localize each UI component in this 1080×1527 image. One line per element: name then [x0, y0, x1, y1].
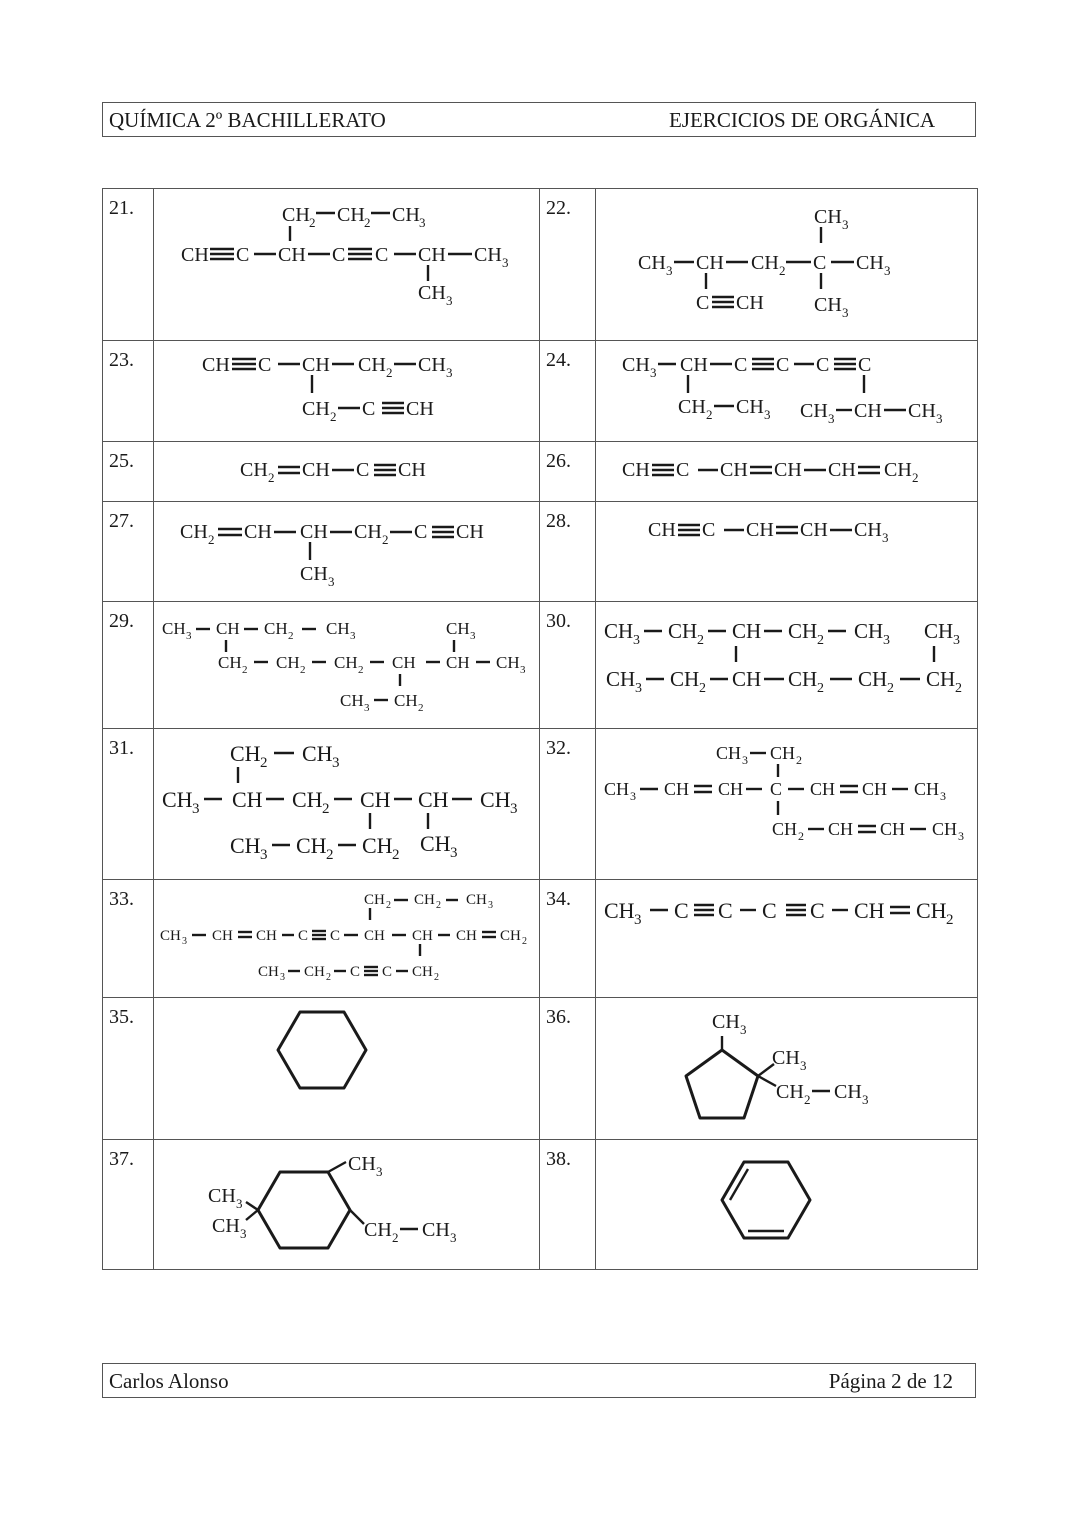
svg-text:3: 3 — [862, 1092, 869, 1107]
footer-page-number: Página 2 de 12 — [828, 1369, 953, 1393]
structure-27 — [154, 502, 540, 602]
structure-21 — [154, 189, 540, 341]
page-footer — [102, 1363, 976, 1398]
svg-text:CH: CH — [300, 521, 328, 543]
svg-text:CH: CH — [622, 459, 650, 481]
structure-34 — [596, 880, 978, 998]
svg-text:CH: CH — [258, 964, 279, 980]
svg-text:2: 2 — [330, 409, 337, 424]
svg-text:CH: CH — [604, 619, 634, 643]
svg-text:CH: CH — [736, 396, 764, 418]
header-subject: EJERCICIOS DE ORGÁNICA — [668, 108, 935, 132]
svg-text:CH: CH — [678, 396, 706, 418]
svg-text:CH: CH — [282, 204, 310, 226]
svg-text:CH: CH — [856, 252, 884, 274]
svg-text:C: C — [375, 244, 389, 266]
exercise-number: 33. — [103, 880, 154, 998]
svg-text:3: 3 — [635, 681, 642, 696]
svg-text:C: C — [858, 354, 872, 376]
svg-text:CH: CH — [337, 204, 365, 226]
svg-text:C: C — [350, 964, 361, 980]
svg-text:2: 2 — [796, 753, 802, 767]
svg-text:3: 3 — [450, 1230, 457, 1245]
svg-text:CH: CH — [180, 521, 208, 543]
svg-text:2: 2 — [434, 972, 439, 983]
svg-text:3: 3 — [182, 936, 187, 947]
svg-text:C: C — [762, 898, 777, 923]
svg-text:CH: CH — [854, 898, 885, 923]
svg-text:2: 2 — [326, 972, 331, 983]
svg-text:2: 2 — [779, 263, 786, 278]
svg-text:CH: CH — [406, 398, 434, 420]
svg-text:CH: CH — [300, 563, 328, 585]
structure-38 — [596, 1140, 978, 1270]
svg-text:C: C — [298, 928, 309, 944]
svg-text:3: 3 — [740, 1022, 747, 1037]
exercise-number: 23. — [103, 341, 154, 442]
svg-text:CH: CH — [736, 292, 764, 314]
svg-text:3: 3 — [236, 1196, 243, 1211]
svg-text:C: C — [813, 252, 827, 274]
svg-text:CH: CH — [746, 519, 774, 541]
svg-text:CH: CH — [696, 252, 724, 274]
svg-text:2: 2 — [300, 664, 306, 676]
svg-text:CH: CH — [604, 898, 635, 923]
svg-text:3: 3 — [350, 630, 356, 642]
svg-text:3: 3 — [882, 530, 889, 545]
exercise-number: 26. — [540, 442, 596, 502]
svg-text:CH: CH — [480, 787, 511, 812]
svg-text:2: 2 — [436, 900, 441, 911]
svg-text:CH: CH — [418, 787, 449, 812]
svg-text:3: 3 — [650, 365, 657, 380]
svg-text:3: 3 — [240, 1226, 247, 1241]
svg-text:3: 3 — [884, 263, 891, 278]
svg-text:CH: CH — [772, 819, 798, 839]
svg-text:C: C — [776, 354, 790, 376]
svg-text:CH: CH — [456, 928, 477, 944]
svg-text:CH: CH — [398, 459, 426, 481]
svg-text:CH: CH — [392, 204, 420, 226]
svg-text:3: 3 — [502, 255, 509, 270]
svg-text:CH: CH — [162, 787, 193, 812]
svg-text:CH: CH — [751, 252, 779, 274]
svg-text:CH: CH — [774, 459, 802, 481]
svg-text:CH: CH — [908, 400, 936, 422]
exercise-number: 21. — [103, 189, 154, 341]
svg-text:CH: CH — [334, 653, 358, 672]
svg-text:3: 3 — [280, 972, 285, 983]
svg-text:CH: CH — [360, 787, 391, 812]
structure-26 — [596, 442, 978, 502]
svg-text:3: 3 — [520, 664, 526, 676]
svg-text:CH: CH — [854, 519, 882, 541]
svg-text:CH: CH — [810, 779, 836, 799]
svg-text:C: C — [702, 519, 716, 541]
svg-text:3: 3 — [446, 365, 453, 380]
exercise-number: 35. — [103, 998, 154, 1140]
svg-text:CH: CH — [926, 667, 956, 691]
exercise-number: 31. — [103, 729, 154, 880]
svg-text:CH: CH — [770, 743, 796, 763]
svg-text:CH: CH — [648, 519, 676, 541]
svg-text:CH: CH — [914, 779, 940, 799]
svg-text:CH: CH — [394, 691, 418, 710]
svg-text:CH: CH — [854, 400, 882, 422]
svg-text:CH: CH — [474, 244, 502, 266]
svg-text:CH: CH — [712, 1011, 740, 1033]
svg-text:CH: CH — [364, 928, 385, 944]
svg-text:CH: CH — [340, 691, 364, 710]
structure-30 — [596, 602, 978, 729]
svg-text:2: 2 — [288, 630, 294, 642]
svg-text:3: 3 — [488, 900, 493, 911]
svg-text:2: 2 — [268, 470, 275, 485]
svg-text:CH: CH — [456, 521, 484, 543]
svg-text:CH: CH — [828, 819, 854, 839]
svg-text:3: 3 — [764, 407, 771, 422]
svg-text:CH: CH — [256, 928, 277, 944]
svg-text:CH: CH — [788, 619, 818, 643]
exercise-number: 37. — [103, 1140, 154, 1270]
svg-text:C: C — [236, 244, 250, 266]
svg-text:CH: CH — [664, 779, 690, 799]
svg-text:CH: CH — [606, 667, 636, 691]
svg-text:CH: CH — [244, 521, 272, 543]
svg-text:3: 3 — [450, 845, 458, 861]
svg-text:2: 2 — [392, 847, 400, 863]
structure-24 — [596, 341, 978, 442]
svg-text:CH: CH — [916, 898, 947, 923]
svg-text:3: 3 — [666, 263, 673, 278]
svg-text:CH: CH — [230, 741, 261, 766]
svg-text:2: 2 — [798, 829, 804, 843]
svg-text:CH: CH — [668, 619, 698, 643]
structure-33 — [154, 880, 540, 998]
svg-text:CH: CH — [638, 252, 666, 274]
svg-text:CH: CH — [302, 741, 333, 766]
svg-text:CH: CH — [814, 206, 842, 228]
svg-text:C: C — [258, 354, 272, 376]
svg-text:2: 2 — [386, 900, 391, 911]
svg-text:CH: CH — [828, 459, 856, 481]
svg-text:3: 3 — [364, 702, 370, 714]
structure-32 — [596, 729, 978, 880]
svg-text:CH: CH — [160, 928, 181, 944]
svg-text:CH: CH — [181, 244, 209, 266]
svg-text:CH: CH — [446, 619, 470, 638]
svg-text:CH: CH — [776, 1081, 804, 1103]
svg-text:CH: CH — [358, 354, 386, 376]
svg-text:CH: CH — [800, 400, 828, 422]
svg-text:CH: CH — [418, 354, 446, 376]
svg-text:CH: CH — [622, 354, 650, 376]
svg-text:3: 3 — [186, 630, 192, 642]
svg-text:CH: CH — [230, 833, 261, 858]
svg-text:3: 3 — [742, 753, 748, 767]
svg-text:CH: CH — [800, 519, 828, 541]
svg-text:2: 2 — [382, 532, 389, 547]
svg-text:CH: CH — [208, 1185, 236, 1207]
svg-text:CH: CH — [302, 459, 330, 481]
svg-text:2: 2 — [955, 681, 962, 696]
svg-text:CH: CH — [732, 667, 762, 691]
svg-text:CH: CH — [232, 787, 263, 812]
svg-text:CH: CH — [414, 892, 435, 908]
svg-text:CH: CH — [680, 354, 708, 376]
exercise-number: 38. — [540, 1140, 596, 1270]
exercise-number: 24. — [540, 341, 596, 442]
svg-text:CH: CH — [446, 653, 470, 672]
svg-text:3: 3 — [634, 912, 642, 928]
footer-author: Carlos Alonso — [109, 1369, 229, 1393]
svg-text:CH: CH — [884, 459, 912, 481]
svg-text:CH: CH — [500, 928, 521, 944]
svg-text:2: 2 — [706, 407, 713, 422]
svg-text:CH: CH — [788, 667, 818, 691]
svg-text:CH: CH — [418, 244, 446, 266]
svg-text:2: 2 — [804, 1092, 811, 1107]
exercise-number: 28. — [540, 502, 596, 602]
svg-text:CH: CH — [162, 619, 186, 638]
svg-text:CH: CH — [466, 892, 487, 908]
svg-text:2: 2 — [946, 912, 954, 928]
svg-text:3: 3 — [800, 1058, 807, 1073]
svg-text:CH: CH — [304, 964, 325, 980]
exercise-number: 25. — [103, 442, 154, 502]
svg-text:CH: CH — [326, 619, 350, 638]
exercise-number: 36. — [540, 998, 596, 1140]
svg-text:CH: CH — [420, 831, 451, 856]
svg-text:C: C — [330, 928, 341, 944]
svg-text:3: 3 — [376, 1164, 383, 1179]
svg-text:CH: CH — [716, 743, 742, 763]
svg-text:3: 3 — [842, 305, 849, 320]
svg-text:CH: CH — [348, 1153, 376, 1175]
svg-text:3: 3 — [828, 411, 835, 426]
svg-text:C: C — [696, 292, 710, 314]
svg-text:C: C — [810, 898, 825, 923]
svg-text:2: 2 — [817, 681, 824, 696]
svg-text:C: C — [676, 459, 690, 481]
structure-23 — [154, 341, 540, 442]
svg-text:2: 2 — [817, 633, 824, 648]
svg-text:C: C — [414, 521, 428, 543]
svg-text:CH: CH — [276, 653, 300, 672]
structure-22 — [596, 189, 978, 341]
svg-text:3: 3 — [842, 217, 849, 232]
svg-text:3: 3 — [936, 411, 943, 426]
svg-text:CH: CH — [732, 619, 762, 643]
structure-37 — [154, 1140, 540, 1270]
svg-text:C: C — [770, 779, 783, 799]
svg-text:CH: CH — [412, 964, 433, 980]
svg-text:3: 3 — [332, 755, 340, 771]
svg-text:CH: CH — [854, 619, 884, 643]
structure-36 — [596, 998, 978, 1140]
svg-text:3: 3 — [328, 574, 335, 589]
svg-text:2: 2 — [697, 633, 704, 648]
svg-text:2: 2 — [364, 215, 371, 230]
svg-text:C: C — [674, 898, 689, 923]
svg-text:CH: CH — [216, 619, 240, 638]
svg-text:CH: CH — [362, 833, 393, 858]
svg-text:2: 2 — [242, 664, 248, 676]
svg-text:CH: CH — [218, 653, 242, 672]
svg-text:2: 2 — [392, 1230, 399, 1245]
svg-text:3: 3 — [470, 630, 476, 642]
exercise-number: 30. — [540, 602, 596, 729]
svg-text:CH: CH — [604, 779, 630, 799]
svg-text:2: 2 — [208, 532, 215, 547]
structure-31 — [154, 729, 540, 880]
svg-text:2: 2 — [386, 365, 393, 380]
svg-text:CH: CH — [364, 1219, 392, 1241]
svg-text:2: 2 — [912, 470, 919, 485]
svg-text:C: C — [332, 244, 346, 266]
svg-text:2: 2 — [322, 801, 330, 817]
svg-text:CH: CH — [392, 653, 416, 672]
svg-text:C: C — [734, 354, 748, 376]
svg-text:3: 3 — [419, 215, 426, 230]
svg-text:2: 2 — [887, 681, 894, 696]
svg-text:CH: CH — [202, 354, 230, 376]
svg-text:C: C — [356, 459, 370, 481]
exercise-number: 22. — [540, 189, 596, 341]
svg-text:CH: CH — [496, 653, 520, 672]
svg-text:CH: CH — [364, 892, 385, 908]
svg-text:3: 3 — [192, 801, 200, 817]
svg-text:CH: CH — [422, 1219, 450, 1241]
svg-text:CH: CH — [264, 619, 288, 638]
svg-text:3: 3 — [633, 633, 640, 648]
svg-text:CH: CH — [670, 667, 700, 691]
svg-text:CH: CH — [858, 667, 888, 691]
svg-text:3: 3 — [940, 789, 946, 803]
svg-text:2: 2 — [309, 215, 316, 230]
svg-text:C: C — [382, 964, 393, 980]
svg-text:CH: CH — [720, 459, 748, 481]
svg-text:3: 3 — [630, 789, 636, 803]
svg-text:CH: CH — [932, 819, 958, 839]
svg-text:CH: CH — [212, 1215, 240, 1237]
page-header — [102, 102, 976, 137]
svg-text:CH: CH — [418, 282, 446, 304]
svg-text:CH: CH — [302, 354, 330, 376]
svg-text:3: 3 — [958, 829, 964, 843]
exercise-number: 29. — [103, 602, 154, 729]
svg-text:CH: CH — [354, 521, 382, 543]
svg-text:CH: CH — [718, 779, 744, 799]
structure-25 — [154, 442, 540, 502]
svg-text:2: 2 — [358, 664, 364, 676]
svg-text:CH: CH — [834, 1081, 862, 1103]
svg-text:CH: CH — [814, 294, 842, 316]
exercise-table — [102, 188, 978, 1270]
svg-text:CH: CH — [880, 819, 906, 839]
structure-29 — [154, 602, 540, 729]
svg-text:CH: CH — [212, 928, 233, 944]
svg-text:CH: CH — [278, 244, 306, 266]
svg-text:C: C — [718, 898, 733, 923]
exercise-number: 27. — [103, 502, 154, 602]
svg-text:2: 2 — [418, 702, 424, 714]
structure-28 — [596, 502, 978, 602]
svg-text:2: 2 — [326, 847, 334, 863]
svg-text:3: 3 — [446, 293, 453, 308]
exercise-number: 34. — [540, 880, 596, 998]
svg-text:3: 3 — [953, 633, 960, 648]
svg-text:CH: CH — [412, 928, 433, 944]
svg-text:2: 2 — [522, 936, 527, 947]
svg-text:3: 3 — [883, 633, 890, 648]
svg-text:CH: CH — [862, 779, 888, 799]
structure-35 — [154, 998, 540, 1140]
svg-text:CH: CH — [292, 787, 323, 812]
svg-text:C: C — [362, 398, 376, 420]
svg-text:CH: CH — [302, 398, 330, 420]
svg-text:CH: CH — [296, 833, 327, 858]
svg-text:CH: CH — [924, 619, 954, 643]
svg-text:2: 2 — [699, 681, 706, 696]
svg-text:CH: CH — [772, 1047, 800, 1069]
svg-text:3: 3 — [510, 801, 518, 817]
svg-text:CH: CH — [240, 459, 268, 481]
exercise-number: 32. — [540, 729, 596, 880]
svg-text:3: 3 — [260, 847, 268, 863]
header-course: QUÍMICA 2º BACHILLERATO — [109, 108, 386, 132]
svg-text:C: C — [816, 354, 830, 376]
svg-text:2: 2 — [260, 755, 268, 771]
